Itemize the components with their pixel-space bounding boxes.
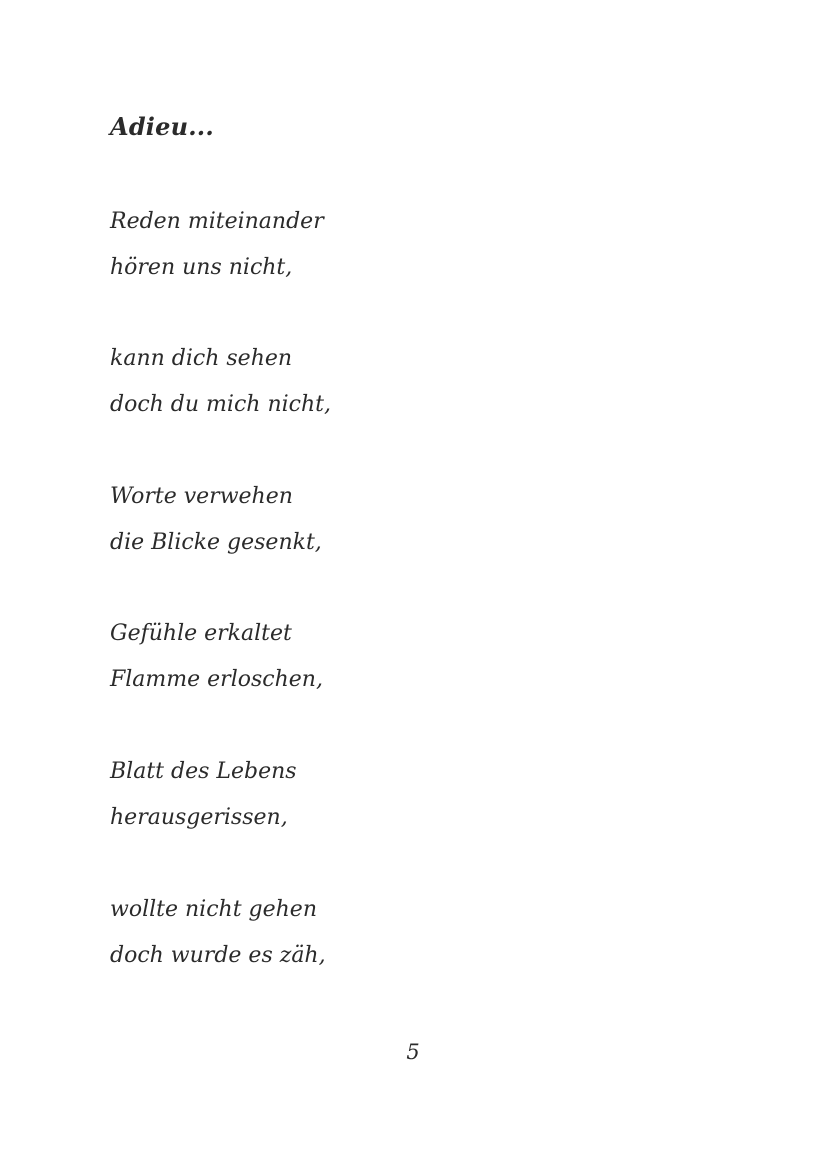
poem-line: doch du mich nicht, — [110, 392, 331, 417]
poem-line: Worte verwehen — [110, 484, 293, 509]
poem-line: die Blicke gesenkt, — [110, 530, 322, 555]
poem-stanza-5 — [110, 749, 297, 841]
poem-line: Flamme erloschen, — [110, 667, 323, 692]
poem-line: Blatt des Lebens — [110, 759, 297, 784]
poem-stanza-2 — [110, 336, 331, 428]
poem-line: doch wurde es zäh, — [110, 943, 326, 968]
poem-line: herausgerissen, — [110, 805, 288, 830]
poem-stanza-1 — [110, 199, 324, 291]
poem-line: kann dich sehen — [110, 346, 293, 371]
poem-line: hören uns nicht, — [110, 255, 293, 280]
poem-stanza-6 — [110, 887, 326, 979]
poem-stanza-3 — [110, 474, 322, 566]
poem-title: Adieu... — [110, 112, 214, 141]
poem-stanza-4 — [110, 611, 323, 703]
poem-line: Reden miteinander — [110, 209, 324, 234]
poem-line: Gefühle erkaltet — [110, 621, 292, 646]
page-number: 5 — [406, 1040, 420, 1064]
poem-line: wollte nicht gehen — [110, 897, 317, 922]
